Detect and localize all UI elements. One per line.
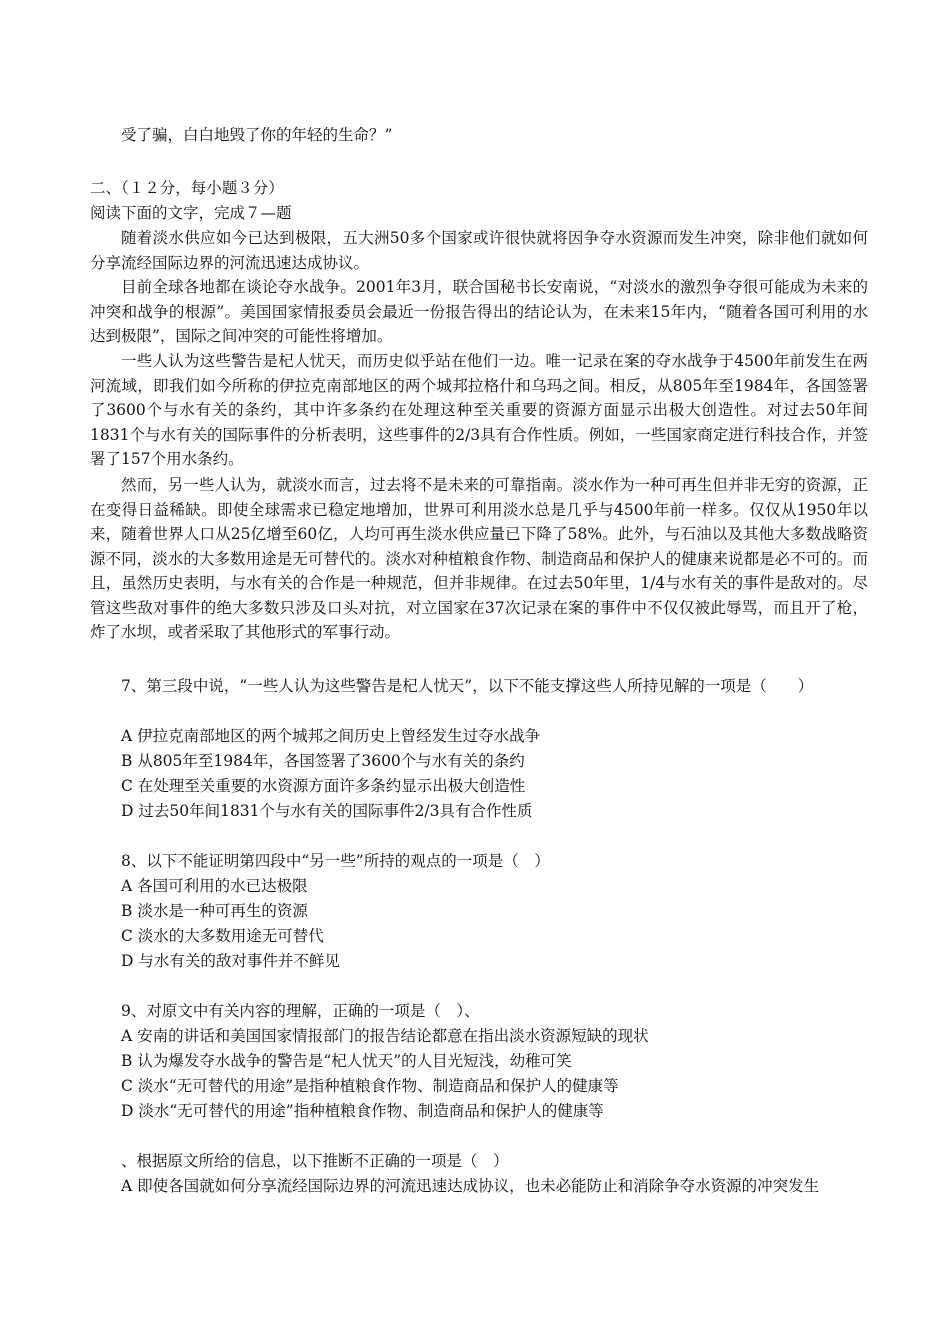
question-8-option-b: B 淡水是一种可再生的资源 [121,902,308,920]
question-7-stem: 7、第三段中说，“一些人认为这些警告是杞人忧天”，以下不能支撑这些人所持见解的一项是（ ） [121,677,814,695]
question-7-option-d: D 过去50年间1831个与水有关的国际事件2/3具有合作性质 [121,802,533,820]
reading-instruction: 阅读下面的文字，完成７—题 [90,204,292,222]
question-9-option-a: A 安南的讲话和美国国家情报部门的报告结论都意在指出淡水资源短缺的现状 [121,1027,649,1045]
question-7-option-a: A 伊拉克南部地区的两个城邦之间历史上曾经发生过夺水战争 [121,727,541,745]
previous-quote-end: 受了骗，白白地毁了你的年轻的生命？” [121,126,393,144]
question-8-option-a: A 各国可利用的水已达极限 [121,877,308,895]
question-10-stem: 、根据原文所给的信息，以下推断不正确的一项是（ ） [121,1152,509,1170]
passage-paragraph-1: 随着淡水供应如今已达到极限，五大洲50多个国家或许很快就将因争夺水资源而发生冲突，除非他们就如何分享流经国际边界的河流迅速达成协议。 [90,229,868,272]
question-9-option-b: B 认为爆发夺水战争的警告是“杞人忧天”的人目光短浅，幼稚可笑 [121,1052,572,1070]
question-10-option-a: A 即使各国就如何分享流经国际边界的河流迅速达成协议，也未必能防止和消除争夺水资源的冲突发生 [121,1177,820,1195]
passage-paragraph-2: 目前全球各地都在谈论夺水战争。2001年3月，联合国秘书长安南说，“对淡水的激烈争夺很可能成为未来的冲突和战争的根源”。美国国家情报委员会最近一份报告得出的结论认为，在未来15年内，“随着各国可利用的水达到极限”，国际之间冲突的可能性将增加。 [90,278,868,345]
section-heading: 二、（１２分，每小题３分） [90,179,284,197]
passage-paragraph-4: 然而，另一些人认为，就淡水而言，过去将不是未来的可靠指南。淡水作为一种可再生但并非无穷的资源，正在变得日益稀缺。即使全球需求已稳定地增加，世界可利用淡水总是几乎与4500年前一样多。仅仅从1950年以来，随着世界人口从25亿增至60亿，人均可再生淡水供应量已下降了58%。此外，与石油以及其他大多数战略资源不同，淡水的大多数用途是无可替代的。淡水对种植粮食作物、制造商品和保护人的健康来说都是必不可的。而且，虽然历史表明，与水有关的合作是一种规范，但并非规律。在过去50年里，1/4与水有关的事件是敌对的。尽管这些敌对事件的绝大多数只涉及口头对抗，对立国家在37次记录在案的事件中不仅仅被此辱骂，而且开了枪，炸了水坝，或者采取了其他形式的军事行动。 [90,476,868,641]
question-8-stem: 8、以下不能证明第四段中“另一些”所持的观点的一项是（ ） [121,852,550,870]
question-8-option-c: C 淡水的大多数用途无可替代 [121,927,324,945]
question-9-stem: 9、对原文中有关内容的理解，正确的一项是（ ）、 [121,1002,480,1020]
question-8-option-d: D 与水有关的敌对事件并不鲜见 [121,952,340,970]
question-9-option-c: C 淡水“无可替代的用途”是指种植粮食作物、制造商品和保护人的健康等 [121,1077,619,1095]
question-9-option-d: D 淡水“无可替代的用途”指种植粮食作物、制造商品和保护人的健康等 [121,1102,604,1120]
passage-paragraph-3: 一些人认为这些警告是杞人忧天，而历史似乎站在他们一边。唯一记录在案的夺水战争于4500年前发生在两河流域，即我们如今所称的伊拉克南部地区的两个城邦拉格什和乌玛之间。相反，从805年至1984年，各国签署了3600个与水有关的条约，其中许多条约在处理这种至关重要的资源方面显示出极大创造性。对过去50年间1831个与水有关的国际事件的分析表明，这些事件的2/3具有合作性质。例如，一些国家商定进行科技合作，并签署了157个用水条约。 [90,352,868,468]
question-7-option-c: C 在处理至关重要的水资源方面许多条约显示出极大创造性 [121,777,526,795]
question-7-option-b: B 从805年至1984年，各国签署了3600个与水有关的条约 [121,752,525,770]
